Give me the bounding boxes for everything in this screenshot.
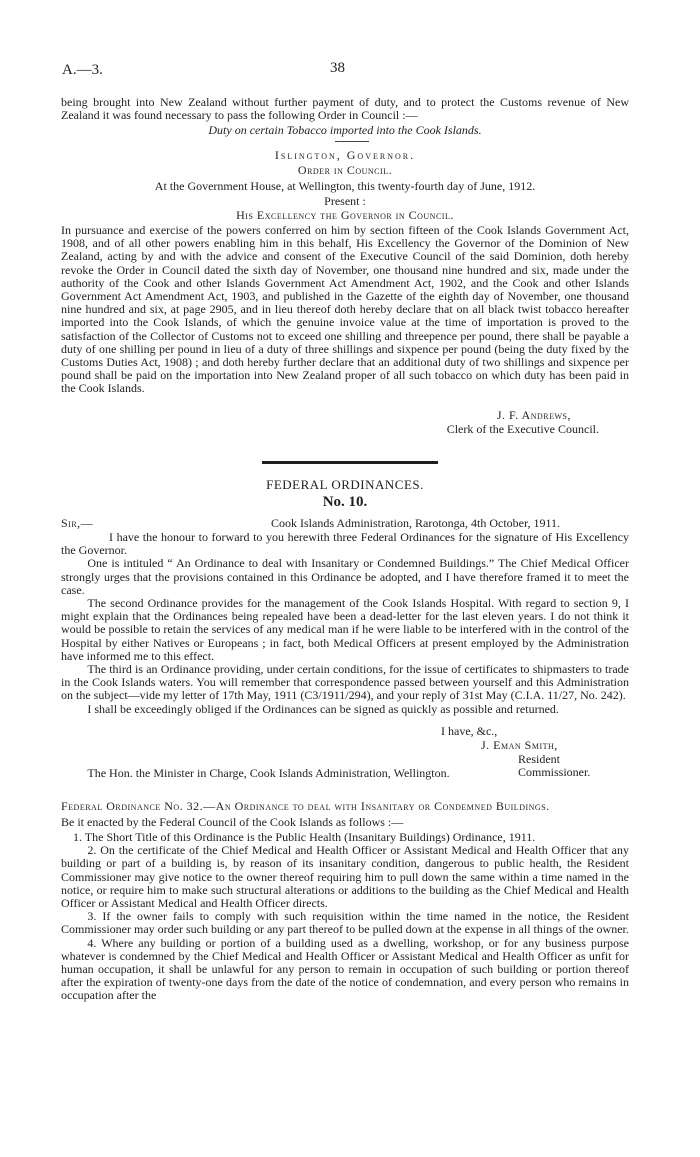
letter-body xyxy=(61,531,629,716)
intro-text: being brought into New Zealand without further payment of duty, and to protect the Customs revenue of New Zealand it was found necessary to pass the following Order in Council :— xyxy=(61,95,629,123)
order-heading: Duty on certain Tobacco imported into the Cook Islands. xyxy=(208,123,482,137)
ordinance-section: 3. If the owner fails to comply with such requisition within the time named in the notice, the Resident Commissioner may order such building or any part thereof to be pulled down at the expense in all things of the owner. xyxy=(61,909,629,937)
governor-line: Islington, Governor. xyxy=(274,148,416,162)
order-body-text: In pursuance and exercise of the powers conferred on him by section fifteen of the Cook Islands Government Act, 1908, and of all other powers enabling him in this behalf, His Excellency the Governor of the Dominion of New Zealand, acting by and with the advice and consent of the Executive Council of the said Dominion, doth hereby revoke the Order in Council dated the sixth day of November, one thousand nine hundred and six, made under the authority of the Cook and other Islands Government Act Amendment Act, 1902, and the Cook and other Islands Government Act Amendment Act, 1903, and published in the Gazette of the eighth day of November, one thousand nine hundred and six, at page 2905, and in lieu thereof doth hereby declare that on all black twist tobacco hereafter imported into the Cook Islands, of which the genuine invoice value at the time of importation is proved to the satisfaction of the Collector of Customs not to exceed one shilling and threepence per pound, there shall be payable a duty of one shilling per pound in lieu of a duty of three shillings and sixpence per pound (being the duty fixed by the Customs Duties Act, 1908) ; and doth hereby further declare that an additional duty of two shillings and sixpence per pound shall be paid on the importation into New Zealand proper of all such tobacco on which duty has been paid in the Cook Islands. xyxy=(61,223,629,396)
letter-paragraph: The third is an Ordinance providing, under certain conditions, for the issue of certificates to shipmasters to trade in the Cook Islands waters. You will remember that correspondence passed between yourself and this Administration on the subject—vide my letter of 17th May, 1911 (C3/1911/294), and your reply of 31st May (C.I.A. 11/27, No. 242). xyxy=(61,662,629,703)
divider xyxy=(335,141,369,142)
address-date: Cook Islands Administration, Rarotonga, 4th October, 1911. xyxy=(271,516,561,530)
signer-title: Resident Commissioner. xyxy=(518,752,591,780)
ordinance-section: 1. The Short Title of this Ordinance is the Public Health (Insanitary Buildings) Ordinance, 1911. xyxy=(73,830,536,844)
letter-paragraph: The second Ordinance provides for the management of the Cook Islands Hospital. With regard to section 9, I might explain that the Ordinances being repealed have been a dead-letter for the last eleven years. I do not think it would be possible to retain the services of any medical man if he were liable to be interfered with in the control of the Hospital by either Natives or Europeans ; in fact, both Medical Officers at present employed by the Administration have informed me to this effect. xyxy=(61,596,629,663)
ordinance-enacted xyxy=(61,816,629,829)
ordinance-heading: Federal Ordinance No. 32.—An Ordinance to deal with Insanitary or Condemned Buildings. xyxy=(61,799,550,813)
order-body xyxy=(61,224,629,396)
present-line: Present : xyxy=(324,194,366,208)
page-number: 38 xyxy=(330,60,345,76)
council-line: His Excellency the Governor in Council. xyxy=(236,208,454,222)
closing-line: I have, &c., xyxy=(441,724,498,738)
intro-paragraph xyxy=(61,96,629,122)
letter-paragraph: I have the honour to forward to you herewith three Federal Ordinances for the signature of His Excellency the Governor. xyxy=(61,530,629,558)
ordinance-section: 4. Where any building or portion of a building used as a dwelling, workshop, or for any business purpose whatever is condemned by the Chief Medical and Health Officer or Assistant Medical and Health Officer as unfit for human occupation, it shall be unlawful for any person to remain in occupation of such building or portion thereof after the expiration of twenty-one days from the date of the notice of condemnation, and every person who remains in occupation after the xyxy=(61,935,629,1003)
order-signatory-title-row xyxy=(61,423,629,436)
letter-paragraph: One is intituled “ An Ordinance to deal with Insanitary or Condemned Buildings.” The Chief Medical Officer strongly urges that the provisions contained in this Ordinance be adopted, and I have therefore framed it to meet the case. xyxy=(61,556,629,597)
ordinance-section: 2. On the certificate of the Chief Medical and Health Officer or Assistant Medical and Health Officer that any building or part of a building is, by reason of its insanitary condition, dangerous to public health, the Resident Commissioner may give notice to the owner thereof requiring him to pull down the same within a time named in the notice, or require him to make such structural alterations or additions to the building as the Chief Medical and Health Officer or Assistant Medical and Health Officer directs. xyxy=(61,843,629,911)
order-place-date: At the Government House, at Wellington, this twenty-fourth day of June, 1912. xyxy=(154,179,536,193)
order-title: Order in Council. xyxy=(297,163,393,177)
ordinance-sections xyxy=(61,831,629,1003)
letter-addressee xyxy=(61,767,629,780)
federal-number: No. 10. xyxy=(322,494,368,510)
signatory-title: Clerk of the Executive Council. xyxy=(446,422,599,436)
letter-paragraph: I shall be exceedingly obliged if the Ordinances can be signed as quickly as possible and returned. xyxy=(87,701,559,716)
enacted-text: Be it enacted by the Federal Council of the Cook Islands as follows :— xyxy=(61,815,404,829)
order-signatory xyxy=(61,409,629,422)
letter-header xyxy=(61,517,629,530)
signatory-name: J. F. Andrews, xyxy=(496,408,571,422)
document-reference: A.—3. xyxy=(62,62,103,78)
signer-name: J. Eman Smith, xyxy=(481,738,558,752)
section-divider xyxy=(262,461,438,464)
salutation: Sir,— xyxy=(61,516,94,530)
federal-heading: FEDERAL ORDINANCES. xyxy=(266,477,424,492)
addressee-text: The Hon. the Minister in Charge, Cook Islands Administration, Wellington. xyxy=(87,766,450,780)
